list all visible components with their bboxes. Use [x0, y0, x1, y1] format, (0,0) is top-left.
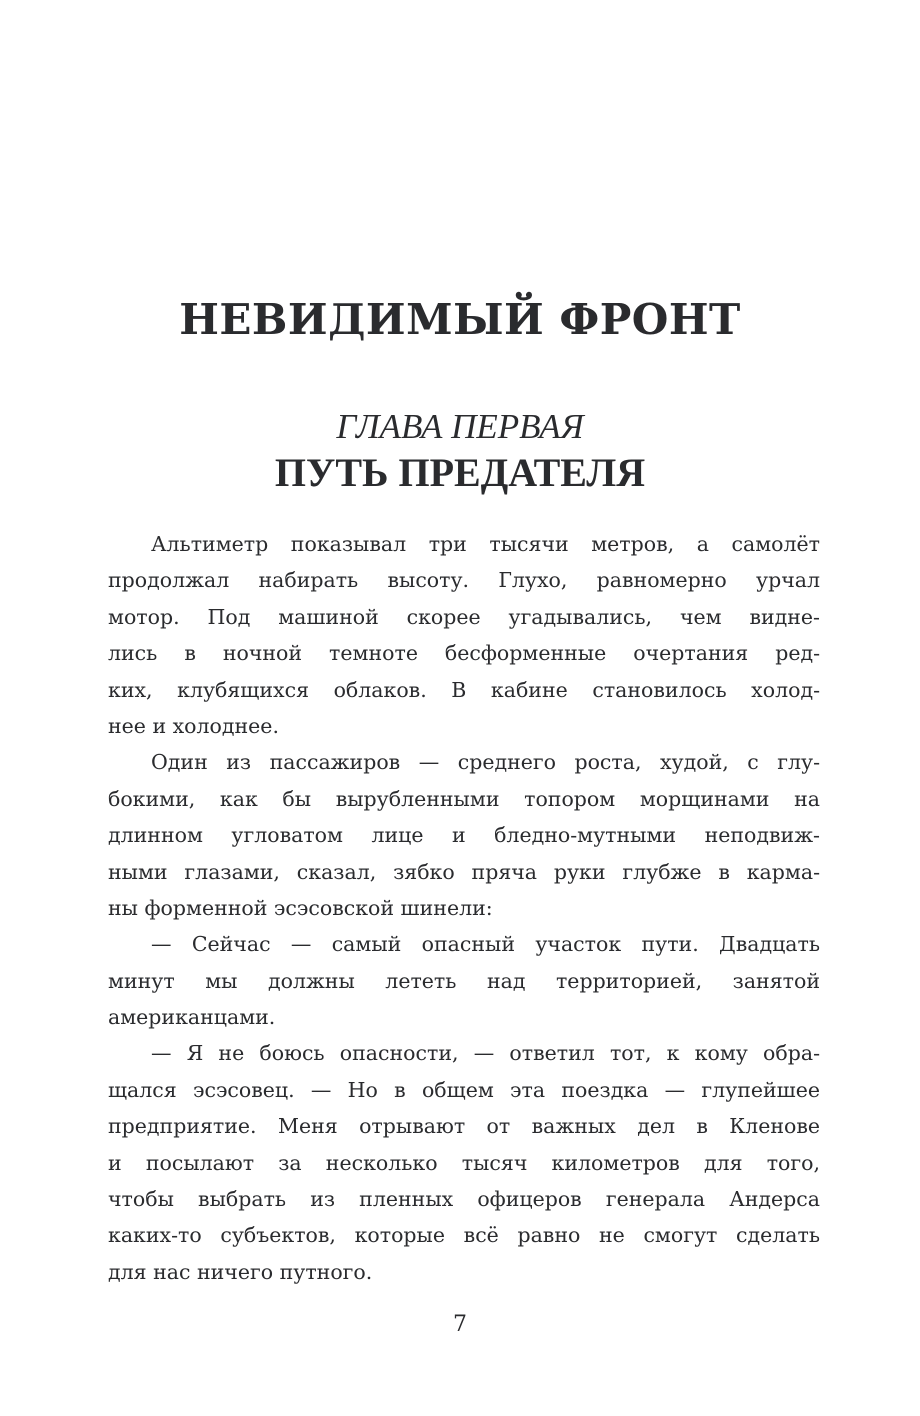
chapter-title: ПУТЬ ПРЕДАТЕЛЯ — [274, 450, 646, 495]
paragraph — [108, 1035, 820, 1290]
text-line: нее и холоднее. — [108, 713, 279, 738]
text-line: мотор. Под машиной скорее угадывались, чем видне- — [108, 604, 820, 629]
text-line: и посылают за несколько тысяч километров для того, — [108, 1150, 820, 1175]
paragraph — [108, 744, 820, 926]
text-line: ны форменной эсэсовской шинели: — [108, 895, 493, 920]
paragraph — [108, 526, 820, 744]
text-line: ными глазами, сказал, зябко пряча руки глубже в карма- — [108, 859, 820, 884]
text-line: щался эсэсовец. — Но в общем эта поездка — глупейшее — [108, 1077, 820, 1102]
text-line: бокими, как бы вырубленными топором морщинами на — [108, 786, 820, 811]
text-line: ких, клубящихся облаков. В кабине становилось холод- — [108, 677, 820, 702]
body-text — [108, 526, 820, 1290]
text-line: продолжал набирать высоту. Глухо, равномерно урчал — [108, 568, 820, 593]
text-line: — Сейчас — самый опасный участок пути. Двадцать — [151, 932, 820, 957]
text-line: длинном угловатом лице и бледно-мутными неподвиж- — [108, 823, 820, 848]
text-line: лись в ночной темноте бесформенные очертания ред- — [108, 641, 820, 666]
page-number: 7 — [453, 1312, 467, 1337]
text-line: — Я не боюсь опасности, — ответил тот, к кому обра- — [151, 1041, 820, 1066]
text-line: предприятие. Меня отрывают от важных дел в Кленове — [108, 1114, 820, 1139]
text-line: каких-то субъектов, которые всё равно не смогут сделать — [108, 1223, 820, 1248]
book-title: НЕВИДИМЫЙ ФРОНТ — [179, 295, 741, 344]
text-line: американцами. — [108, 1005, 276, 1030]
paragraph — [108, 926, 820, 1035]
text-line: Один из пассажиров — среднего роста, худой, с глу- — [151, 750, 820, 775]
chapter-number: ГЛАВА ПЕРВАЯ — [336, 407, 584, 446]
text-line: минут мы должны лететь над территорией, занятой — [108, 968, 820, 993]
text-line: для нас ничего путного. — [108, 1259, 373, 1284]
text-line: чтобы выбрать из пленных офицеров генерала Андерса — [108, 1187, 820, 1212]
text-line: Альтиметр показывал три тысячи метров, а самолёт — [151, 532, 820, 556]
